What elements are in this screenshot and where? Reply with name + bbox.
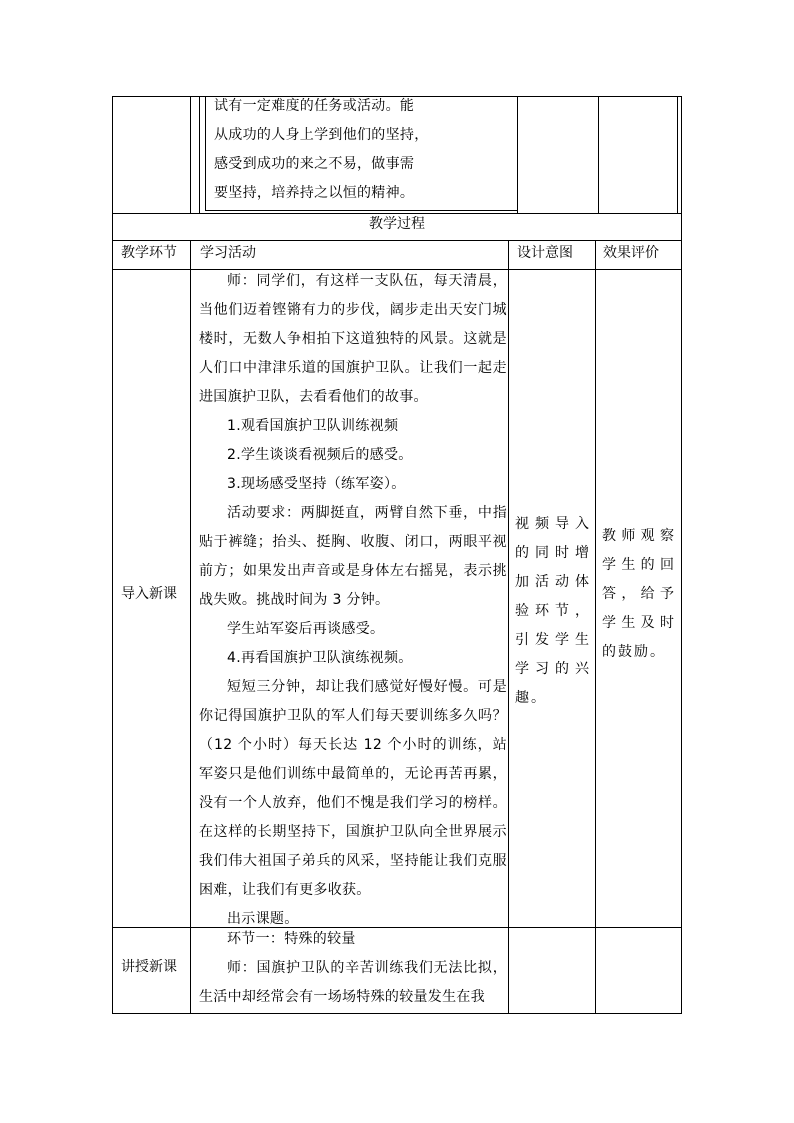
intro-evaluation: 教师观察学生的回答，给予学生及时的鼓励。 <box>602 528 676 660</box>
goal-line: 从成功的人身上学到他们的坚持， <box>214 127 429 143</box>
header-intent: 设计意图 <box>517 245 573 261</box>
header-activity: 学习活动 <box>200 245 256 261</box>
activity-paragraph: 师：同学们，有这样一支队伍，每天清晨，当他们迈着铿锵有力的步伐，阔步走出天安门城楼时，无数人争相拍下这道独特的风景。这就是人们口中津津乐道的国旗护卫队。让我们一起走进国旗护卫队，去看看他们的故事。 <box>199 273 507 405</box>
header-stage: 教学环节 <box>121 245 177 261</box>
header-evaluation: 效果评价 <box>603 245 659 261</box>
activity-paragraph: 师：国旗护卫队的辛苦训练我们无法比拟，生活中却经常会有一场场特殊的较量发生在我 <box>199 960 507 1005</box>
goal-line: 感受到成功的来之不易，做事需 <box>214 156 415 172</box>
top-row-divider-3 <box>517 96 518 213</box>
activity-paragraph: 活动要求：两脚挺直，两臂自然下垂，中指贴于裤缝；抬头、挺胸、收腹、闭口，两眼平视前方；如果发出声音或是身体左右摇晃，表示挑战失败。挑战时间为 3 分钟。 <box>199 505 507 608</box>
activity-paragraph: 3.现场感受坚持（练军姿）。 <box>227 476 406 492</box>
activity-paragraph: 4.再看国旗护卫队演练视频。 <box>227 650 413 666</box>
table-bottom-border <box>112 1013 682 1014</box>
intro-intent: 视频导入的同时增加活动体验环节，引发学生学习的兴趣。 <box>515 516 591 706</box>
activity-paragraph: 短短三分钟，却让我们感觉好慢好慢。可是你记得国旗护卫队的军人们每天要训练多久吗？（12 个小时）每天长达 12 个小时的训练，站军姿只是他们训练中最简单的，无论再苦再累，没有一个人放弃，他们不愧是我们学习的榜样。在这样的长期坚持下，国旗护卫队向全世界展示我们伟大祖国子弟兵的风采，坚持能让我们克服困难，让我们有更多收获。 <box>199 679 507 898</box>
title-row-bottom-border <box>112 240 682 241</box>
table-left-border-top <box>112 96 113 213</box>
top-row-divider-4 <box>598 96 599 213</box>
table-right-border-top <box>681 96 682 213</box>
activity-paragraph: 1.观看国旗护卫队训练视频 <box>227 418 399 434</box>
top-row-divider-1 <box>190 96 191 213</box>
activity-paragraph: 学生站军姿后再谈感受。 <box>227 621 385 637</box>
top-row-divider-2 <box>199 96 200 213</box>
stage-column-divider <box>190 240 191 1014</box>
stage-teach: 讲授新课 <box>121 959 177 975</box>
activity-paragraph: 出示课题。 <box>227 911 299 927</box>
top-row-divider-5 <box>677 96 678 213</box>
goal-box-left <box>205 96 206 211</box>
activity-column-divider <box>508 240 509 1014</box>
goal-box-bottom <box>205 210 517 211</box>
stage-intro: 导入新课 <box>121 586 177 602</box>
intro-activity <box>199 267 507 934</box>
activity-paragraph: 环节一：特殊的较量 <box>227 931 356 947</box>
goal-line: 要坚持，培养持之以恒的精神。 <box>214 185 415 201</box>
activity-paragraph: 2.学生谈谈看视频后的感受。 <box>227 447 413 463</box>
table-right-border <box>681 240 682 1014</box>
section-title: 教学过程 <box>369 216 425 232</box>
teach-activity <box>199 925 507 1012</box>
goal-line: 试有一定难度的任务或活动。能 <box>214 98 415 114</box>
intent-column-divider <box>595 240 596 1014</box>
table-left-border <box>112 240 113 1014</box>
goal-text <box>214 92 514 208</box>
